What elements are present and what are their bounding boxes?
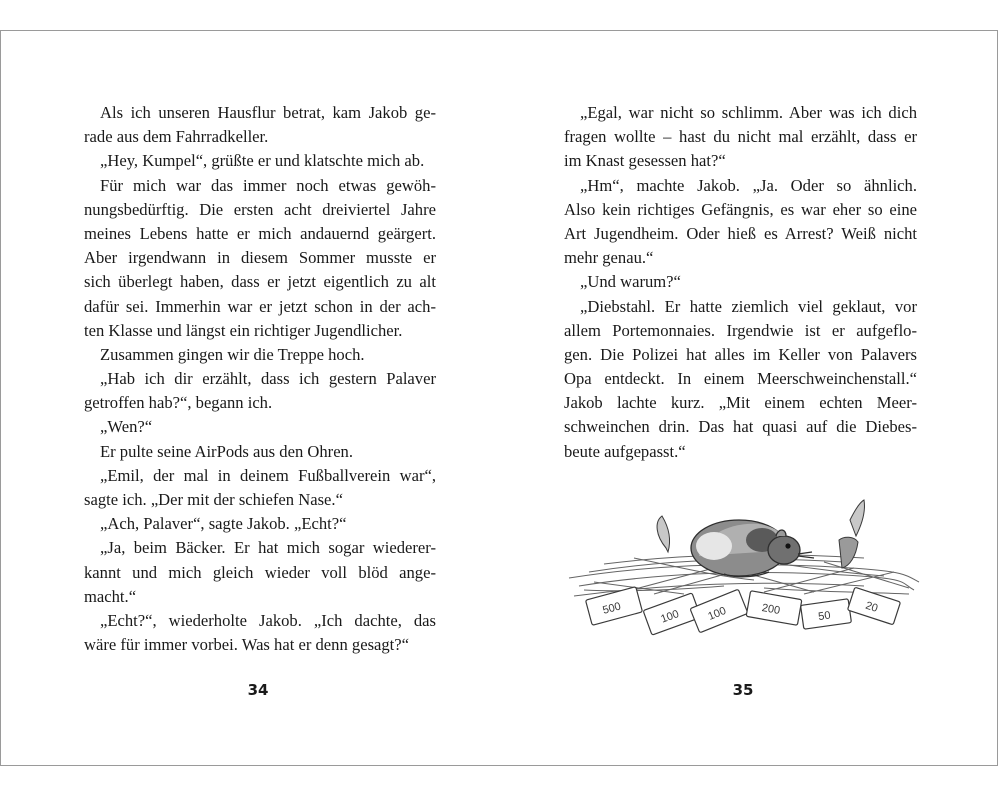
page-number-left: 34 bbox=[247, 681, 269, 699]
banknotes bbox=[586, 587, 901, 635]
text-line: „Hab ich dir erzählt, dass ich gestern Palaver bbox=[100, 369, 436, 389]
page-number-right: 35 bbox=[732, 681, 754, 699]
text-line: dafür sei. Immerhin war er jetzt schon in der ach- bbox=[84, 296, 436, 316]
text-line: Für mich war das immer noch etwas gewöh- bbox=[100, 175, 436, 195]
banknote-label: 100 bbox=[659, 608, 681, 626]
text-line: Aber irgendwann in diesem Sommer musste er bbox=[84, 248, 436, 268]
text-line: „Ach, Palaver“, sagte Jakob. „Echt?“ bbox=[100, 514, 347, 534]
right-page bbox=[501, 31, 999, 765]
text-line: sagte ich. „Der mit der schiefen Nase.“ bbox=[84, 490, 343, 509]
left-page bbox=[1, 31, 501, 765]
text-line: „Hm“, machte Jakob. „Ja. Oder so ähnlich. bbox=[580, 175, 917, 195]
text-line: „Echt?“, wiederholte Jakob. „Ich dachte, das bbox=[100, 610, 436, 630]
text-line: „Wen?“ bbox=[100, 417, 153, 437]
text-line: Also kein richtiges Gefängnis, es war eher so eine bbox=[564, 199, 917, 219]
left-page-text bbox=[84, 101, 436, 657]
text-line: schweinchen drin. Das hat quasi auf die Diebes- bbox=[564, 417, 917, 437]
text-line: meines Lebens hatte er mich andauernd geärgert. bbox=[84, 223, 436, 243]
text-line: „Egal, war nicht so schlimm. Aber was ich dich bbox=[580, 103, 917, 122]
banknote-label: 500 bbox=[601, 600, 623, 617]
text-line: wäre für immer vorbei. Was hat er denn gesagt?“ bbox=[84, 635, 410, 655]
text-line: getroffen hab?“, begann ich. bbox=[84, 393, 273, 413]
text-line: ten Klasse und längst ein richtiger Jugendlicher. bbox=[84, 320, 403, 340]
text-line: Als ich unseren Hausflur betrat, kam Jakob ge- bbox=[100, 103, 436, 122]
right-page-text bbox=[564, 101, 917, 464]
text-line: gen. Die Polizei hat alles im Keller von Palavers bbox=[564, 344, 917, 364]
banknote-label: 50 bbox=[817, 609, 832, 624]
banknote-label: 200 bbox=[760, 601, 781, 617]
text-line: „Und warum?“ bbox=[580, 272, 681, 292]
text-line: Opa entdeckt. In einem Meerschweinchenstall.“ bbox=[564, 369, 917, 389]
text-line: allem Portemonnaies. Irgendwie ist er aufgeflo- bbox=[564, 320, 917, 340]
banknote-label: 100 bbox=[706, 604, 728, 623]
text-line: „Emil, der mal in deinem Fußballverein war“, bbox=[100, 465, 436, 485]
text-line: sich überlegt haben, dass er jetzt eigentlich zu alt bbox=[84, 272, 436, 292]
guinea-pig-icon bbox=[691, 520, 814, 577]
text-line: Er pulte seine AirPods aus den Ohren. bbox=[100, 441, 354, 461]
text-line: kannt und mich gleich wieder voll blöd ange- bbox=[84, 562, 436, 582]
text-line: beute aufgepasst.“ bbox=[564, 441, 686, 461]
text-line: im Knast gesessen hat?“ bbox=[564, 151, 726, 171]
text-line: „Diebstahl. Er hatte ziemlich viel geklaut, vor bbox=[580, 296, 917, 316]
text-line: Zusammen gingen wir die Treppe hoch. bbox=[100, 344, 365, 364]
text-line: „Hey, Kumpel“, grüßte er und klatschte mich ab. bbox=[100, 151, 425, 171]
banknote-label: 20 bbox=[863, 599, 880, 615]
text-line: macht.“ bbox=[84, 586, 137, 606]
text-line: „Ja, beim Bäcker. Er hat mich sogar wiederer- bbox=[100, 538, 436, 558]
text-line: Jakob lachte kurz. „Mit einem echten Meer- bbox=[564, 393, 917, 413]
text-line: Art Jugendheim. Oder hieß es Arrest? Weiß nicht bbox=[564, 223, 917, 243]
text-line: nungsbedürftig. Die ersten acht dreiviertel Jahre bbox=[84, 199, 436, 219]
text-line: mehr genau.“ bbox=[564, 248, 654, 268]
text-line: fragen wollte – hast du nicht mal erzählt, dass er bbox=[564, 127, 917, 147]
book-spread bbox=[0, 30, 998, 766]
text-line: rade aus dem Fahrradkeller. bbox=[84, 127, 269, 147]
guinea-pig-illustration bbox=[564, 496, 924, 646]
